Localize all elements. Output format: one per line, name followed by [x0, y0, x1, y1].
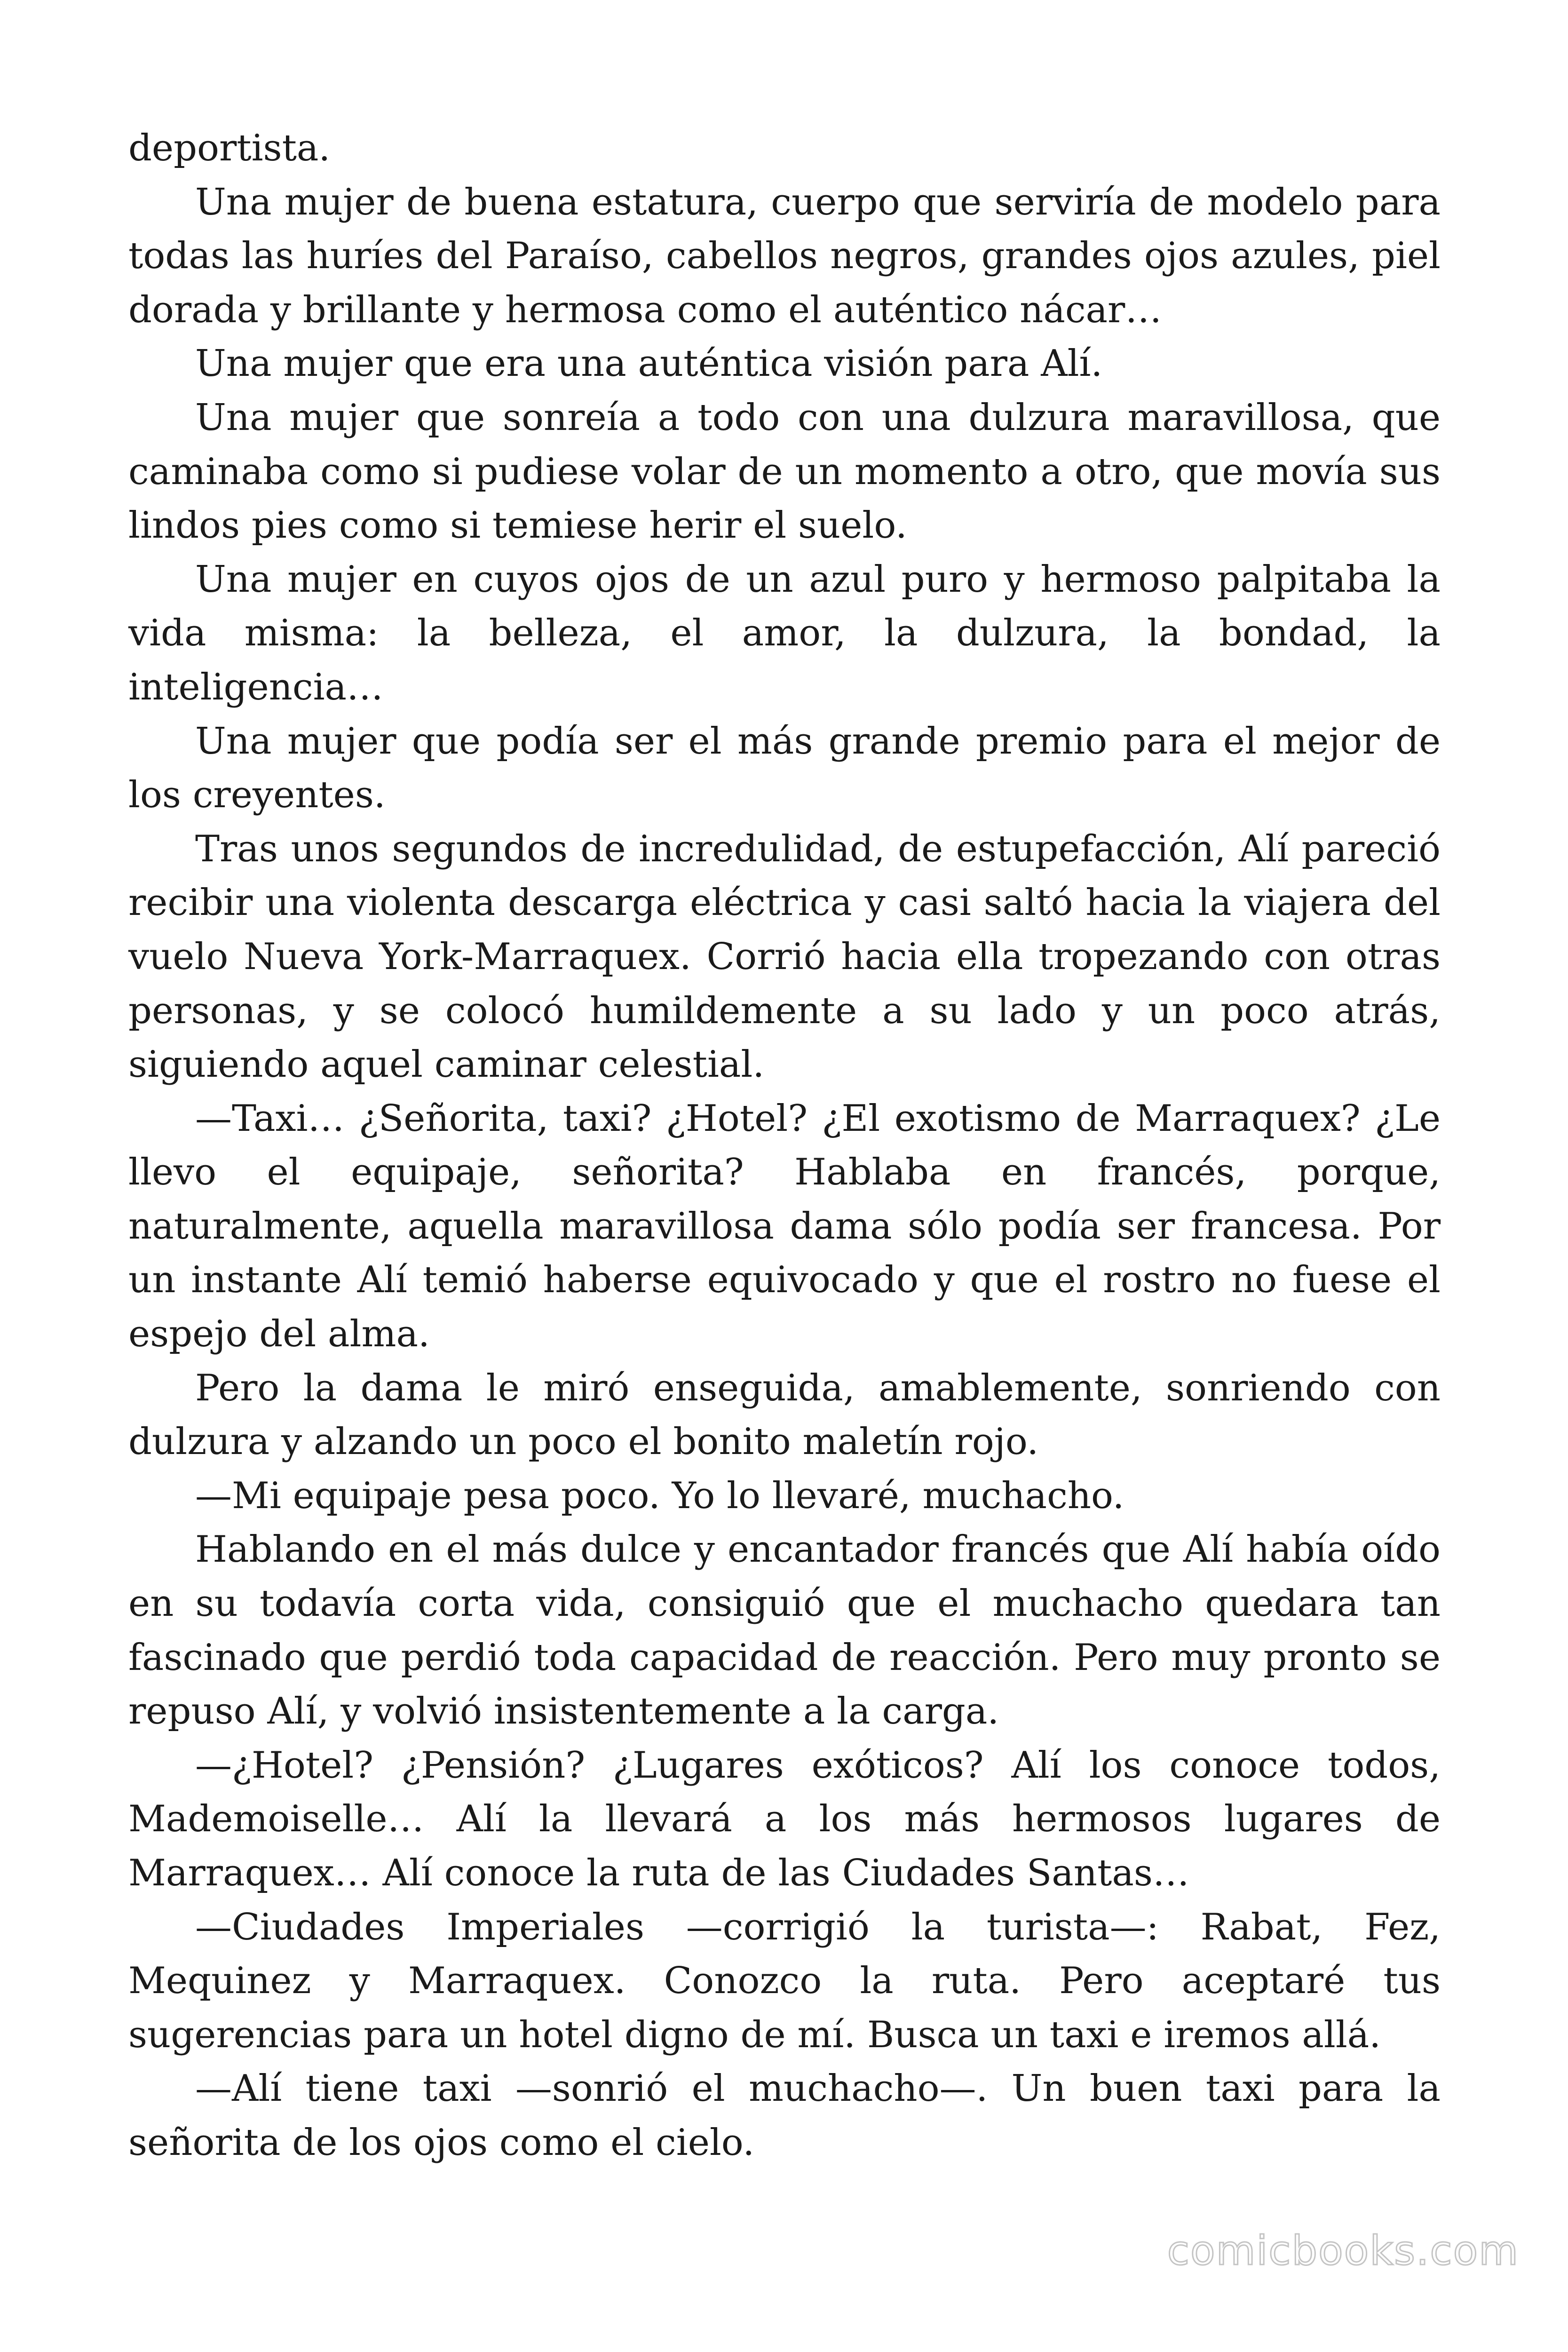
paragraph: Pero la dama le miró enseguida, amablemente, sonriendo con dulzura y alzando un poco el bonito maletín rojo. [128, 1367, 1441, 1463]
paragraph: Una mujer que era una auténtica visión para Alí. [195, 342, 1103, 385]
paragraph: Hablando en el más dulce y encantador francés que Alí había oído en su todavía corta vida, consiguió que el muchacho quedara tan fascinado que perdió toda capacidad de reacción. Pero muy pronto se repuso Alí, y volvió insistentemente a la carga. [128, 1528, 1441, 1733]
paragraph: —Ciudades Imperiales —corrigió la turista—: Rabat, Fez, Mequinez y Marraquex. Conozco la ruta. Pero aceptaré tus sugerencias para un hotel digno de mí. Busca un taxi e iremos allá. [128, 1906, 1441, 2056]
paragraph: —¿Hotel? ¿Pensión? ¿Lugares exóticos? Alí los conoce todos, Mademoiselle… Alí la llevará a los más hermosos lugares de Marraquex… Alí conoce la ruta de las Ciudades Santas… [128, 1744, 1441, 1894]
paragraph: Una mujer que sonreía a todo con una dulzura maravillosa, que caminaba como si pudiese volar de un momento a otro, que movía sus lindos pies como si temiese herir el suelo. [128, 396, 1441, 547]
paragraph: —Alí tiene taxi —sonrió el muchacho—. Un buen taxi para la señorita de los ojos como el cielo. [128, 2067, 1441, 2164]
page-body [128, 121, 1441, 2170]
paragraph: Una mujer en cuyos ojos de un azul puro y hermoso palpitaba la vida misma: la belleza, el amor, la dulzura, la bondad, la inteligencia… [128, 558, 1441, 708]
paragraph: —Mi equipaje pesa poco. Yo lo llevaré, muchacho. [195, 1474, 1125, 1517]
paragraph: Tras unos segundos de incredulidad, de estupefacción, Alí pareció recibir una violenta descarga eléctrica y casi saltó hacia la viajera del vuelo Nueva York-Marraquex. Corrió hacia ella tropezando con otras personas, y se colocó humildemente a su lado y un poco atrás, siguiendo aquel caminar celestial. [128, 827, 1441, 1086]
paragraph: —Taxi… ¿Señorita, taxi? ¿Hotel? ¿El exotismo de Marraquex? ¿Le llevo el equipaje, señorita? Hablaba en francés, porque, naturalmente, aquella maravillosa dama sólo podía ser francesa. Por un instante Alí temió haberse equivocado y que el rostro no fuese el espejo del alma. [128, 1097, 1441, 1356]
paragraph: Una mujer de buena estatura, cuerpo que serviría de modelo para todas las huríes del Paraíso, cabellos negros, grandes ojos azules, piel dorada y brillante y hermosa como el auténtico nácar… [128, 181, 1441, 331]
paragraph: Una mujer que podía ser el más grande premio para el mejor de los creyentes. [128, 720, 1441, 817]
paragraph: deportista. [128, 127, 331, 169]
watermark: comicbooks.com [1167, 2227, 1519, 2274]
